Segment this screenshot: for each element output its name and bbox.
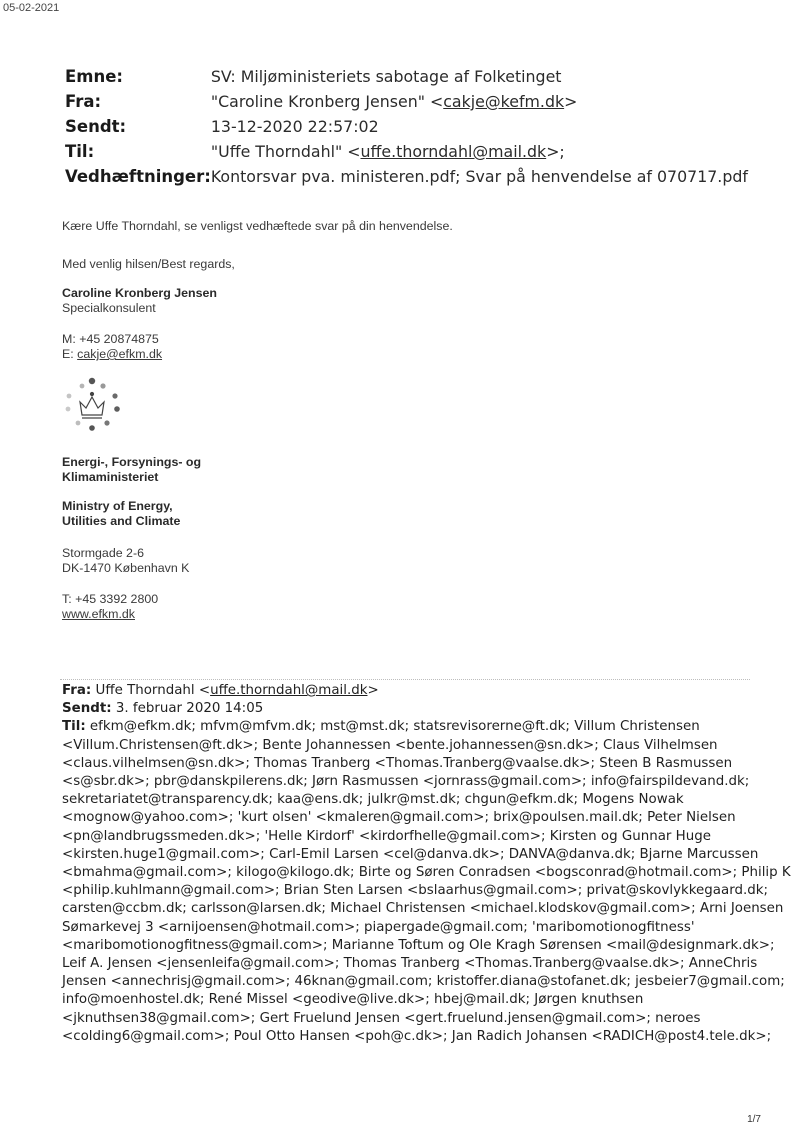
ministry-da-line-2: Klimaministeriet bbox=[62, 470, 159, 484]
attachments-value[interactable]: Kontorsvar pva. ministeren.pdf; Svar på henvendelse af 070717.pdf bbox=[210, 167, 748, 186]
fwd-recipient-text[interactable]: <philip.kuhlmann@gmail.com>; Brian Sten Larsen <bslaarhus@gmail.com>; privat@skovlykkegaard.dk; bbox=[62, 883, 768, 899]
fwd-recipient-line[interactable] bbox=[62, 1028, 772, 1046]
ministry-contact bbox=[62, 592, 158, 622]
fwd-recipient-text[interactable]: <pn@landbrugssmeden.dk>; 'Helle Kirdorf' <kirdorfhelle@gmail.com>; Kirsten og Gunnar Huge bbox=[62, 828, 711, 844]
fwd-recipient-text[interactable]: <kirsten.huge1@gmail.com>; Carl-Emil Larsen <cel@danva.dk>; DANVA@danva.dk; Bjarne Marcussen bbox=[62, 846, 759, 862]
fwd-recipient-line[interactable] bbox=[62, 955, 758, 973]
attachments-label: Vedhæftninger: bbox=[65, 167, 211, 186]
fwd-from-name: Uffe Thorndahl < bbox=[91, 683, 211, 698]
ministry-crown-logo-icon bbox=[58, 377, 128, 433]
fwd-recipient-line[interactable] bbox=[62, 882, 768, 900]
address-line-2: DK-1470 København K bbox=[62, 561, 190, 575]
fwd-recipient-text[interactable]: Jensen <annechrisj@gmail.com>; 46knan@gmail.com; kristoffer.diana@stofanet.dk; jesbeier7@gmail.com; bbox=[62, 974, 785, 990]
fwd-recipient-list bbox=[62, 718, 791, 1046]
fwd-recipient-text[interactable]: <jknuthsen38@gmail.com>; Gert Fruelund Jensen <gert.fruelund.jensen@gmail.com>; neroes bbox=[62, 1010, 701, 1026]
fwd-recipient-text[interactable]: <colding6@gmail.com>; Poul Otto Hansen <poh@c.dk>; Jan Radich Johansen <RADICH@post4.tele.dk>; bbox=[62, 1028, 772, 1044]
signature-email-link[interactable]: cakje@efkm.dk bbox=[77, 347, 163, 361]
fwd-recipient-line[interactable] bbox=[62, 864, 791, 882]
ministry-name-da bbox=[62, 455, 201, 485]
fwd-from-label: Fra: bbox=[62, 683, 92, 698]
to-email-link[interactable]: uffe.thorndahl@mail.dk bbox=[360, 142, 547, 161]
from-email-link[interactable]: cakje@kefm.dk bbox=[443, 92, 565, 111]
address-line-1: Stormgade 2-6 bbox=[62, 546, 144, 560]
fwd-recipient-line[interactable] bbox=[62, 991, 752, 1009]
fwd-from-row bbox=[62, 682, 752, 700]
fwd-recipient-line[interactable] bbox=[62, 773, 752, 791]
subject-row bbox=[65, 64, 748, 89]
fwd-recipient-text[interactable]: Sømarkevej 3 <arnijoensen@hotmail.com>; piapergade@gmail.com; 'maribomotionogfitness' bbox=[62, 919, 695, 935]
to-value bbox=[211, 139, 748, 164]
fwd-from-email-link[interactable]: uffe.thorndahl@mail.dk bbox=[210, 683, 368, 698]
ministry-en-line-1: Ministry of Energy, bbox=[62, 499, 173, 513]
fwd-recipient-line[interactable] bbox=[62, 1010, 752, 1028]
signature-email bbox=[62, 347, 162, 362]
fwd-sent-label: Sendt: bbox=[62, 701, 112, 717]
to-row bbox=[65, 139, 748, 164]
fwd-recipient-line[interactable] bbox=[62, 755, 752, 773]
fwd-recipient-text[interactable]: Leif A. Jensen <jensenleifa@gmail.com>; Thomas Tranberg <Thomas.Tranberg@vaalse.dk>; AnneChris bbox=[62, 956, 758, 972]
fwd-recipient-line[interactable] bbox=[62, 791, 752, 809]
sent-value: 13-12-2020 22:57:02 bbox=[210, 117, 379, 136]
fwd-recipient-text[interactable]: carsten@ccbm.dk; carlsson@larsen.dk; Michael Christensen <michael.klodskov@gmail.com>; Arni Joensen bbox=[62, 901, 784, 917]
fwd-recipient-text[interactable]: <Villum.Christensen@ft.dk>; Bente Johannessen <bente.johannessen@sn.dk>; Claus Vilhelmsen bbox=[62, 737, 718, 753]
ministry-name-en bbox=[62, 499, 180, 529]
fwd-recipient-text[interactable]: <maribomotionogfitness@gmail.com>; Marianne Toftum og Ole Kragh Sørensen <mail@designmark.dk>; bbox=[62, 937, 775, 953]
fwd-to-label: Til: bbox=[62, 719, 86, 735]
website-link[interactable]: www.efkm.dk bbox=[62, 607, 135, 621]
fwd-recipient-text[interactable]: <bmahma@gmail.com>; kilogo@kilogo.dk; Birte og Søren Conradsen <bogsconrad@hotmail.com>; Philip K bbox=[62, 865, 791, 881]
signature-block bbox=[62, 286, 217, 316]
fwd-recipient-line[interactable] bbox=[62, 737, 752, 755]
fwd-recipient-line[interactable] bbox=[62, 828, 752, 846]
fwd-recipient-line[interactable] bbox=[62, 937, 775, 955]
signature-title: Specialkonsulent bbox=[62, 301, 156, 315]
fwd-recipient-text[interactable]: <mognow@yahoo.com>; 'kurt olsen' <kmaleren@gmail.com>; brix@poulsen.mail.dk; Peter Nielsen bbox=[62, 810, 736, 826]
from-row bbox=[65, 89, 748, 114]
subject-value: SV: Miljøministeriets sabotage af Folketinget bbox=[210, 67, 562, 86]
fwd-recipient-line[interactable] bbox=[62, 718, 752, 736]
print-date: 05-02-2021 bbox=[3, 2, 60, 14]
email-header bbox=[65, 64, 748, 189]
signature-name: Caroline Kronberg Jensen bbox=[62, 286, 217, 300]
fwd-recipient-text[interactable]: info@moenhostel.dk; René Missel <geodive@live.dk>; hbej@mail.dk; Jørgen knuthsen bbox=[62, 992, 644, 1008]
signature-phone: M: +45 20874875 bbox=[62, 332, 159, 346]
forward-divider bbox=[60, 679, 750, 680]
fwd-from-end: > bbox=[367, 683, 379, 698]
email-prefix: E: bbox=[62, 347, 78, 361]
fwd-recipient-line[interactable] bbox=[62, 973, 785, 991]
fwd-recipient-line[interactable] bbox=[62, 846, 759, 864]
forwarded-header bbox=[62, 682, 791, 1046]
ministry-da-line-1: Energi-, Forsynings- og bbox=[62, 455, 202, 469]
to-name: "Uffe Thorndahl" < bbox=[210, 142, 361, 161]
from-end: > bbox=[564, 92, 578, 111]
address-block bbox=[62, 546, 189, 576]
fwd-recipient-line[interactable] bbox=[62, 900, 784, 918]
sent-row bbox=[65, 114, 748, 139]
to-end: >; bbox=[546, 142, 565, 161]
fwd-recipient-line[interactable] bbox=[62, 919, 752, 937]
ministry-en-line-2: Utilities and Climate bbox=[62, 514, 181, 528]
fwd-recipient-text[interactable]: efkm@efkm.dk; mfvm@mfvm.dk; mst@mst.dk; statsrevisorerne@ft.dk; Villum Christensen bbox=[85, 719, 700, 735]
closing-text: Med venlig hilsen/Best regards, bbox=[62, 257, 235, 271]
fwd-sent-row bbox=[62, 700, 752, 718]
fwd-recipient-text[interactable]: <s@sbr.dk>; pbr@danskpilerens.dk; Jørn Rasmussen <jornrass@gmail.com>; info@fairspildevand.dk; bbox=[62, 774, 750, 790]
fwd-recipient-text[interactable]: <claus.vilhelmsen@sn.dk>; Thomas Tranberg <Thomas.Tranberg@vaalse.dk>; Steen B Rasmussen bbox=[62, 755, 733, 771]
to-label: Til: bbox=[65, 142, 95, 161]
fwd-recipient-line[interactable] bbox=[62, 809, 752, 827]
ministry-phone: T: +45 3392 2800 bbox=[62, 592, 159, 606]
from-label: Fra: bbox=[65, 92, 102, 111]
page-number: 1/7 bbox=[747, 1114, 761, 1125]
greeting-text: Kære Uffe Thorndahl, se venligst vedhæftede svar på din henvendelse. bbox=[62, 219, 453, 233]
sent-label: Sendt: bbox=[65, 117, 127, 136]
from-name: "Caroline Kronberg Jensen" < bbox=[210, 92, 444, 111]
contact-block bbox=[62, 332, 162, 362]
fwd-sent-value: 3. februar 2020 14:05 bbox=[111, 701, 264, 717]
fwd-recipient-text[interactable]: sekretariatet@transparency.dk; kaa@ens.dk; julkr@mst.dk; chgun@efkm.dk; Mogens Nowak bbox=[62, 792, 684, 808]
attachments-row bbox=[65, 164, 748, 189]
subject-label: Emne: bbox=[65, 67, 123, 86]
from-value bbox=[211, 89, 748, 114]
